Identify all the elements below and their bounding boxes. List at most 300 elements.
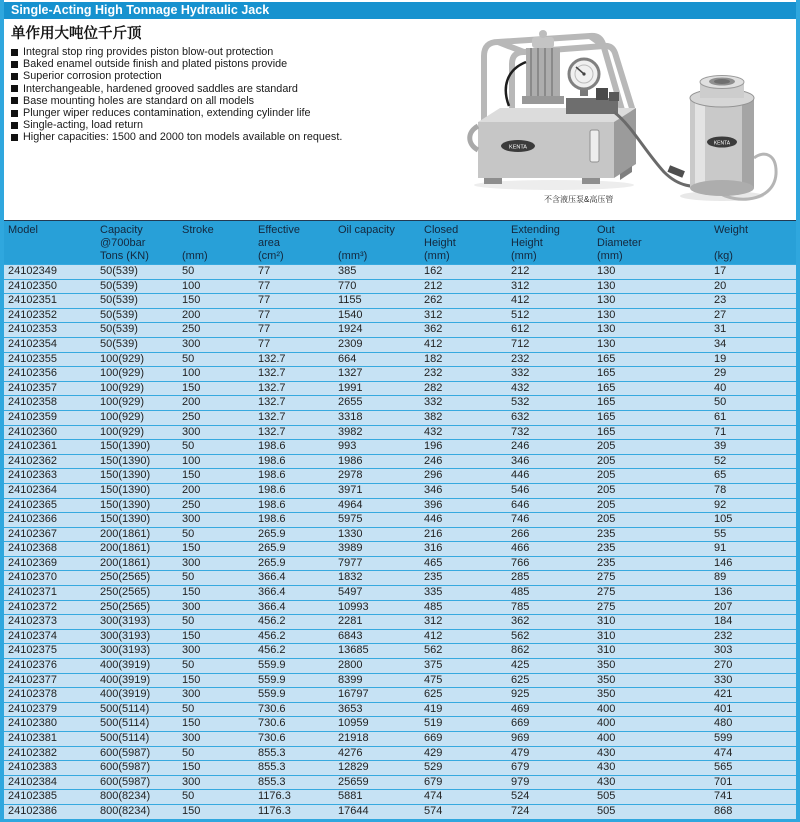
table-cell: 346 — [424, 483, 443, 496]
table-cell: 2309 — [338, 337, 363, 350]
figure-caption: 不含液压泵&高压管 — [544, 195, 614, 204]
table-cell: 21918 — [338, 732, 369, 744]
column-header: Effective area (cm²) — [258, 224, 300, 262]
table-cell: 146 — [714, 556, 733, 569]
table-cell: 741 — [714, 790, 733, 803]
table-cell: 800(8234) — [100, 790, 151, 803]
feature-text: Superior corrosion protection — [23, 70, 162, 83]
table-cell: 50(539) — [100, 265, 138, 277]
table-cell: 198.6 — [258, 498, 286, 511]
table-cell: 346 — [511, 454, 530, 467]
cylinder-brand-badge — [707, 137, 737, 148]
table-cell: 100(929) — [100, 352, 145, 365]
table-cell: 150(1390) — [100, 513, 151, 526]
table-cell: 130 — [597, 279, 616, 292]
table-row — [4, 264, 796, 279]
table-cell: 382 — [424, 410, 443, 423]
table-cell: 3971 — [338, 483, 363, 496]
cylinder-brand-text: KENTA — [713, 140, 731, 147]
bullet-square-icon — [11, 110, 18, 117]
table-cell: 17644 — [338, 804, 369, 817]
table-cell: 24102383 — [8, 761, 57, 774]
table-cell: 50 — [182, 527, 195, 540]
table-cell: 34 — [714, 337, 727, 350]
table-cell: 91 — [714, 542, 727, 555]
table-row — [4, 687, 796, 702]
table-cell: 512 — [511, 308, 530, 321]
table-cell: 1832 — [338, 571, 363, 584]
table-cell: 24102376 — [8, 659, 57, 672]
table-cell: 8399 — [338, 673, 363, 686]
table-cell: 235 — [424, 571, 443, 584]
table-row — [4, 381, 796, 396]
table-cell: 250 — [182, 323, 201, 336]
table-cell: 679 — [424, 775, 443, 788]
table-cell: 50(539) — [100, 279, 138, 292]
table-cell: 150 — [182, 761, 201, 774]
table-cell: 2281 — [338, 615, 363, 628]
table-cell: 412 — [511, 294, 530, 307]
table-cell: 250(2565) — [100, 586, 151, 599]
table-cell: 519 — [424, 717, 443, 730]
feature-text: Baked enamel outside finish and plated pistons provide — [23, 58, 288, 71]
column-header: Out Diameter (mm) — [597, 224, 642, 262]
table-row — [4, 629, 796, 644]
table-cell: 366.4 — [258, 571, 286, 584]
table-row — [4, 498, 796, 513]
table-cell: 150(1390) — [100, 454, 151, 467]
table-cell: 100(929) — [100, 367, 145, 380]
table-cell: 205 — [597, 454, 616, 467]
table-cell: 165 — [597, 367, 616, 380]
table-cell: 235 — [597, 556, 616, 569]
table-cell: 24102363 — [8, 469, 57, 482]
table-cell: 24102360 — [8, 425, 57, 438]
table-cell: 979 — [511, 775, 530, 788]
table-cell: 419 — [424, 702, 443, 715]
table-cell: 5497 — [338, 586, 363, 599]
table-row — [4, 527, 796, 542]
table-cell: 50 — [182, 702, 195, 715]
table-cell: 430 — [597, 746, 616, 759]
table-cell: 529 — [424, 761, 443, 774]
table-cell: 150 — [182, 586, 201, 599]
table-cell: 24102367 — [8, 527, 57, 540]
table-cell: 24102378 — [8, 688, 57, 701]
table-header-row — [4, 220, 796, 264]
table-cell: 1327 — [338, 367, 363, 380]
table-cell: 679 — [511, 761, 530, 774]
table-cell: 2978 — [338, 469, 363, 482]
feature-text: Base mounting holes are standard on all models — [23, 94, 255, 107]
table-cell: 182 — [424, 352, 443, 365]
column-header: Stroke (mm) — [182, 224, 214, 262]
table-cell: 50 — [182, 265, 195, 277]
bullet-square-icon — [11, 61, 18, 68]
table-cell: 310 — [597, 615, 616, 628]
table-row — [4, 716, 796, 731]
table-cell: 165 — [597, 352, 616, 365]
table-cell: 39 — [714, 440, 727, 453]
table-cell: 232 — [714, 629, 733, 642]
table-cell: 574 — [424, 804, 443, 817]
table-cell: 265.9 — [258, 542, 286, 555]
table-cell: 350 — [597, 659, 616, 672]
table-cell: 165 — [597, 396, 616, 409]
table-cell: 24102351 — [8, 294, 57, 307]
table-cell: 212 — [511, 265, 530, 277]
table-cell: 77 — [258, 337, 271, 350]
table-cell: 316 — [424, 542, 443, 555]
table-cell: 1176.3 — [258, 804, 291, 817]
table-cell: 150 — [182, 381, 201, 394]
table-cell: 625 — [511, 673, 530, 686]
table-cell: 205 — [597, 513, 616, 526]
table-cell: 559.9 — [258, 659, 286, 672]
table-cell: 200 — [182, 308, 201, 321]
table-cell: 296 — [424, 469, 443, 482]
table-cell: 730.6 — [258, 702, 286, 715]
table-cell: 200 — [182, 396, 201, 409]
table-cell: 969 — [511, 732, 530, 744]
table-cell: 150 — [182, 717, 201, 730]
bullet-square-icon — [11, 85, 18, 92]
table-cell: 350 — [597, 673, 616, 686]
table-cell: 5881 — [338, 790, 363, 803]
table-cell: 421 — [714, 688, 733, 701]
table-cell: 599 — [714, 732, 733, 744]
table-cell: 61 — [714, 410, 727, 423]
table-cell: 770 — [338, 279, 357, 292]
feature-text: Plunger wiper reduces contamination, extending cylinder life — [23, 107, 311, 120]
table-cell: 2655 — [338, 396, 363, 409]
table-cell: 475 — [424, 673, 443, 686]
table-cell: 92 — [714, 498, 727, 511]
table-cell: 50(539) — [100, 337, 138, 350]
table-cell: 52 — [714, 454, 727, 467]
table-cell: 474 — [714, 746, 733, 759]
table-cell: 24102357 — [8, 381, 57, 394]
table-cell: 24102362 — [8, 454, 57, 467]
table-cell: 132.7 — [258, 352, 286, 365]
table-cell: 332 — [511, 367, 530, 380]
table-cell: 24102358 — [8, 396, 57, 409]
table-cell: 200(1861) — [100, 527, 151, 540]
table-cell: 24102386 — [8, 804, 57, 817]
table-cell: 400 — [597, 732, 616, 744]
table-cell: 24102372 — [8, 600, 57, 613]
table-cell: 250 — [182, 410, 201, 423]
table-cell: 446 — [424, 513, 443, 526]
pressure-gauge-icon — [569, 59, 599, 96]
table-cell: 24102369 — [8, 556, 57, 569]
table-cell: 24102353 — [8, 323, 57, 336]
oil-sight-glass — [590, 130, 599, 162]
table-cell: 1924 — [338, 323, 363, 336]
table-cell: 50 — [182, 659, 195, 672]
table-cell: 196 — [424, 440, 443, 453]
table-cell: 71 — [714, 425, 727, 438]
table-cell: 262 — [424, 294, 443, 307]
table-cell: 17 — [714, 265, 727, 277]
table-cell: 766 — [511, 556, 530, 569]
table-cell: 150 — [182, 469, 201, 482]
table-cell: 456.2 — [258, 615, 286, 628]
table-cell: 77 — [258, 294, 271, 307]
table-cell: 198.6 — [258, 440, 286, 453]
table-cell: 89 — [714, 571, 727, 584]
pump-brand-badge — [501, 140, 535, 152]
table-cell: 150 — [182, 542, 201, 555]
table-row — [4, 746, 796, 761]
table-cell: 632 — [511, 410, 530, 423]
table-cell: 524 — [511, 790, 530, 803]
table-cell: 3318 — [338, 410, 363, 423]
table-cell: 50(539) — [100, 294, 138, 307]
table-cell: 300 — [182, 425, 201, 438]
table-cell: 24102361 — [8, 440, 57, 453]
table-cell: 1155 — [338, 294, 362, 307]
table-row — [4, 308, 796, 323]
table-cell: 600(5987) — [100, 761, 151, 774]
table-cell: 24102385 — [8, 790, 57, 803]
table-row — [4, 410, 796, 425]
table-cell: 532 — [511, 396, 530, 409]
table-cell: 235 — [597, 542, 616, 555]
table-row — [4, 322, 796, 337]
table-cell: 246 — [424, 454, 443, 467]
column-header: Model — [8, 224, 38, 236]
feature-text: Integral stop ring provides piston blow-out protection — [23, 46, 274, 58]
table-cell: 712 — [511, 337, 530, 350]
table-cell: 24102381 — [8, 732, 57, 744]
table-row — [4, 570, 796, 585]
feature-text: Higher capacities: 1500 and 2000 ton models available on request. — [23, 131, 343, 144]
table-cell: 24102352 — [8, 308, 57, 321]
table-cell: 1176.3 — [258, 790, 291, 803]
table-cell: 332 — [424, 396, 443, 409]
table-cell: 480 — [714, 717, 733, 730]
table-cell: 400(3919) — [100, 688, 151, 701]
table-cell: 65 — [714, 469, 727, 482]
table-cell: 600(5987) — [100, 746, 151, 759]
table-cell: 27 — [714, 308, 727, 321]
table-cell: 250(2565) — [100, 571, 151, 584]
table-cell: 150 — [182, 804, 201, 817]
table-cell: 77 — [258, 308, 271, 321]
table-cell: 205 — [597, 440, 616, 453]
table-cell: 868 — [714, 804, 733, 817]
table-cell: 19 — [714, 352, 727, 365]
column-header: Extending Height (mm) — [511, 224, 560, 262]
table-cell: 275 — [597, 571, 616, 584]
table-cell: 465 — [424, 556, 443, 569]
table-row — [4, 279, 796, 294]
table-cell: 429 — [424, 746, 443, 759]
table-cell: 100(929) — [100, 381, 145, 394]
table-cell: 1540 — [338, 308, 363, 321]
table-cell: 500(5114) — [100, 717, 150, 730]
table-cell: 375 — [424, 659, 443, 672]
carry-handle — [470, 126, 478, 150]
table-cell: 432 — [424, 425, 443, 438]
table-cell: 2800 — [338, 659, 363, 672]
table-row — [4, 804, 796, 819]
product-photo — [462, 22, 796, 216]
table-cell: 362 — [511, 615, 530, 628]
table-cell: 24102355 — [8, 352, 57, 365]
table-cell: 50(539) — [100, 308, 138, 321]
table-cell: 246 — [511, 440, 530, 453]
table-cell: 310 — [597, 644, 616, 657]
bullet-square-icon — [11, 97, 18, 104]
table-cell: 24102359 — [8, 410, 57, 423]
table-cell: 24102380 — [8, 717, 57, 730]
table-cell: 855.3 — [258, 761, 286, 774]
table-cell: 7977 — [338, 556, 363, 569]
table-cell: 312 — [511, 279, 530, 292]
table-row — [4, 600, 796, 615]
table-cell: 50 — [182, 790, 195, 803]
table-row — [4, 614, 796, 629]
table-cell: 800(8234) — [100, 804, 151, 817]
table-cell: 300 — [182, 644, 201, 657]
table-row — [4, 483, 796, 498]
table-row — [4, 775, 796, 790]
table-cell: 77 — [258, 279, 271, 292]
table-cell: 165 — [597, 425, 616, 438]
table-cell: 485 — [511, 586, 530, 599]
table-cell: 24102371 — [8, 586, 57, 599]
table-cell: 412 — [424, 629, 443, 642]
table-cell: 13685 — [338, 644, 369, 657]
table-cell: 100 — [182, 454, 201, 467]
table-row — [4, 352, 796, 367]
table-cell: 198.6 — [258, 469, 286, 482]
table-row — [4, 512, 796, 527]
table-cell: 664 — [338, 352, 357, 365]
table-cell: 50(539) — [100, 323, 138, 336]
table-cell: 100(929) — [100, 410, 145, 423]
table-cell: 130 — [597, 308, 616, 321]
table-cell: 24102382 — [8, 746, 57, 759]
table-cell: 362 — [424, 323, 443, 336]
table-cell: 4964 — [338, 498, 363, 511]
table-cell: 200(1861) — [100, 556, 151, 569]
table-cell: 366.4 — [258, 586, 286, 599]
table-row — [4, 585, 796, 600]
table-cell: 205 — [597, 469, 616, 482]
table-cell: 6843 — [338, 629, 363, 642]
table-cell: 855.3 — [258, 746, 286, 759]
table-cell: 396 — [424, 498, 443, 511]
table-cell: 250(2565) — [100, 600, 151, 613]
table-cell: 546 — [511, 483, 530, 496]
table-body — [4, 264, 796, 819]
table-cell: 300 — [182, 337, 201, 350]
table-cell: 50 — [182, 352, 195, 365]
table-cell: 100 — [182, 279, 201, 292]
table-cell: 500(5114) — [100, 702, 150, 715]
table-cell: 24102373 — [8, 615, 57, 628]
table-cell: 312 — [424, 308, 443, 321]
table-cell: 150(1390) — [100, 483, 151, 496]
table-cell: 50 — [182, 746, 195, 759]
table-cell: 4276 — [338, 746, 363, 759]
table-cell: 701 — [714, 775, 733, 788]
jack-cylinder — [690, 76, 754, 197]
table-cell: 285 — [511, 571, 530, 584]
table-row — [4, 366, 796, 381]
table-cell: 130 — [597, 337, 616, 350]
table-cell: 300 — [182, 732, 201, 744]
table-cell: 335 — [424, 586, 443, 599]
table-cell: 198.6 — [258, 483, 286, 496]
table-cell: 232 — [511, 352, 530, 365]
table-cell: 275 — [597, 600, 616, 613]
table-cell: 205 — [597, 483, 616, 496]
feature-text: Single-acting, load return — [23, 119, 144, 132]
table-cell: 456.2 — [258, 629, 286, 642]
table-cell: 265.9 — [258, 527, 286, 540]
table-cell: 132.7 — [258, 396, 286, 409]
table-cell: 198.6 — [258, 454, 286, 467]
table-cell: 50 — [714, 396, 727, 409]
table-cell: 77 — [258, 323, 271, 336]
table-cell: 205 — [597, 498, 616, 511]
table-cell: 275 — [597, 586, 616, 599]
table-cell: 78 — [714, 483, 727, 496]
table-cell: 862 — [511, 644, 530, 657]
table-cell: 55 — [714, 527, 727, 540]
table-cell: 24102364 — [8, 483, 57, 496]
table-cell: 385 — [338, 265, 357, 277]
table-cell: 130 — [597, 294, 616, 307]
table-row — [4, 439, 796, 454]
table-cell: 24102354 — [8, 337, 57, 350]
table-cell: 25659 — [338, 775, 369, 788]
table-cell: 1330 — [338, 527, 363, 540]
table-cell: 29 — [714, 367, 727, 380]
table-row — [4, 643, 796, 658]
table-cell: 3653 — [338, 702, 363, 715]
table-cell: 730.6 — [258, 717, 286, 730]
specification-table — [4, 220, 796, 819]
table-cell: 24102370 — [8, 571, 57, 584]
column-header: Capacity @700bar Tons (KN) — [100, 224, 149, 262]
table-cell: 130 — [597, 265, 616, 277]
table-cell: 746 — [511, 513, 530, 526]
table-cell: 10993 — [338, 600, 369, 613]
table-cell: 732 — [511, 425, 530, 438]
table-cell: 212 — [424, 279, 443, 292]
table-cell: 625 — [424, 688, 443, 701]
table-row — [4, 702, 796, 717]
table-row — [4, 673, 796, 688]
table-cell: 400(3919) — [100, 659, 151, 672]
table-cell: 100(929) — [100, 425, 145, 438]
table-cell: 1986 — [338, 454, 363, 467]
table-cell: 300 — [182, 688, 201, 701]
table-cell: 669 — [424, 732, 443, 744]
table-cell: 132.7 — [258, 410, 286, 423]
table-cell: 100 — [182, 367, 201, 380]
table-cell: 3982 — [338, 425, 363, 438]
table-cell: 730.6 — [258, 732, 286, 744]
table-cell: 232 — [424, 367, 443, 380]
bullet-square-icon — [11, 73, 18, 80]
table-cell: 412 — [424, 337, 443, 350]
